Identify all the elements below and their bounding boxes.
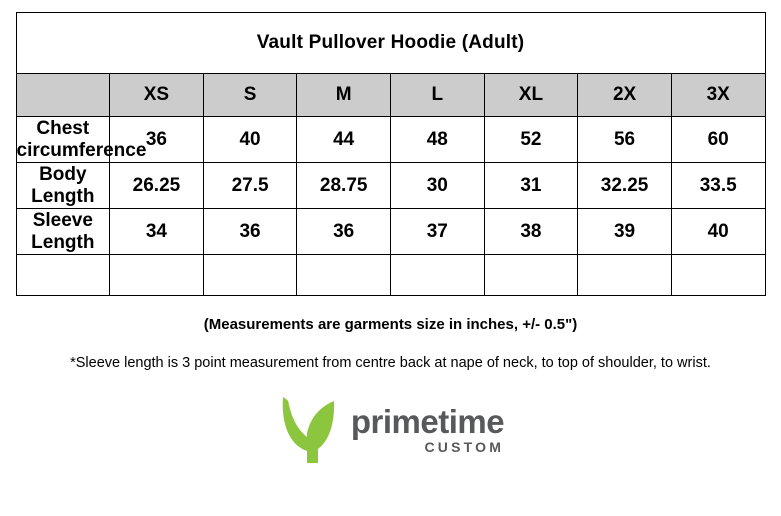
cell-sleeve-s: 36 [203, 209, 297, 255]
cell-body-m: 28.75 [297, 163, 391, 209]
cell-chest-l: 48 [391, 117, 485, 163]
column-header-s: S [203, 74, 297, 117]
column-header-3x: 3X [671, 74, 765, 117]
cell-empty-3x [671, 255, 765, 296]
column-header-xl: XL [484, 74, 578, 117]
cell-body-xs: 26.25 [110, 163, 204, 209]
column-header-xs: XS [110, 74, 204, 117]
cell-empty-l [391, 255, 485, 296]
row-label-body-length: Body Length [16, 163, 110, 209]
primetime-leaf-icon [277, 393, 343, 465]
cell-body-s: 27.5 [203, 163, 297, 209]
table-row [16, 209, 765, 255]
table-row [16, 163, 765, 209]
cell-sleeve-xl: 38 [484, 209, 578, 255]
size-chart-table [16, 12, 766, 296]
header-corner-cell [16, 74, 110, 117]
logo-subtext: CUSTOM [424, 438, 505, 455]
cell-chest-s: 40 [203, 117, 297, 163]
cell-body-l: 30 [391, 163, 485, 209]
row-label-sleeve-length: Sleeve Length [16, 209, 110, 255]
size-chart-page [0, 12, 781, 516]
cell-empty-xl [484, 255, 578, 296]
cell-body-xl: 31 [484, 163, 578, 209]
cell-body-3x: 33.5 [671, 163, 765, 209]
column-header-m: M [297, 74, 391, 117]
logo-wordmark: primetime [350, 402, 505, 440]
cell-sleeve-xs: 34 [110, 209, 204, 255]
sleeve-length-note: *Sleeve length is 3 point measurement from centre back at nape of neck, to top of shoulder, to wrist. [70, 355, 711, 371]
cell-sleeve-m: 36 [297, 209, 391, 255]
title-row [16, 13, 765, 74]
table-row [16, 117, 765, 163]
brand-logo [0, 393, 781, 465]
measurement-note: (Measurements are garments size in inches, +/- 0.5") [203, 316, 578, 333]
cell-empty-xs [110, 255, 204, 296]
row-label-empty [16, 255, 110, 296]
cell-chest-3x: 60 [671, 117, 765, 163]
cell-chest-xs: 36 [110, 117, 204, 163]
cell-chest-m: 44 [297, 117, 391, 163]
table-header-row [16, 74, 765, 117]
cell-chest-2x: 56 [578, 117, 672, 163]
cell-sleeve-2x: 39 [578, 209, 672, 255]
cell-sleeve-3x: 40 [671, 209, 765, 255]
column-header-2x: 2X [578, 74, 672, 117]
cell-empty-s [203, 255, 297, 296]
cell-chest-xl: 52 [484, 117, 578, 163]
table-row-empty [16, 255, 765, 296]
page-title: Vault Pullover Hoodie (Adult) [16, 13, 765, 74]
cell-empty-m [297, 255, 391, 296]
logo-text [350, 402, 505, 455]
column-header-l: L [391, 74, 485, 117]
cell-empty-2x [578, 255, 672, 296]
row-label-chest-circumference: Chest circumference [16, 117, 147, 161]
cell-body-2x: 32.25 [578, 163, 672, 209]
cell-sleeve-l: 37 [391, 209, 485, 255]
